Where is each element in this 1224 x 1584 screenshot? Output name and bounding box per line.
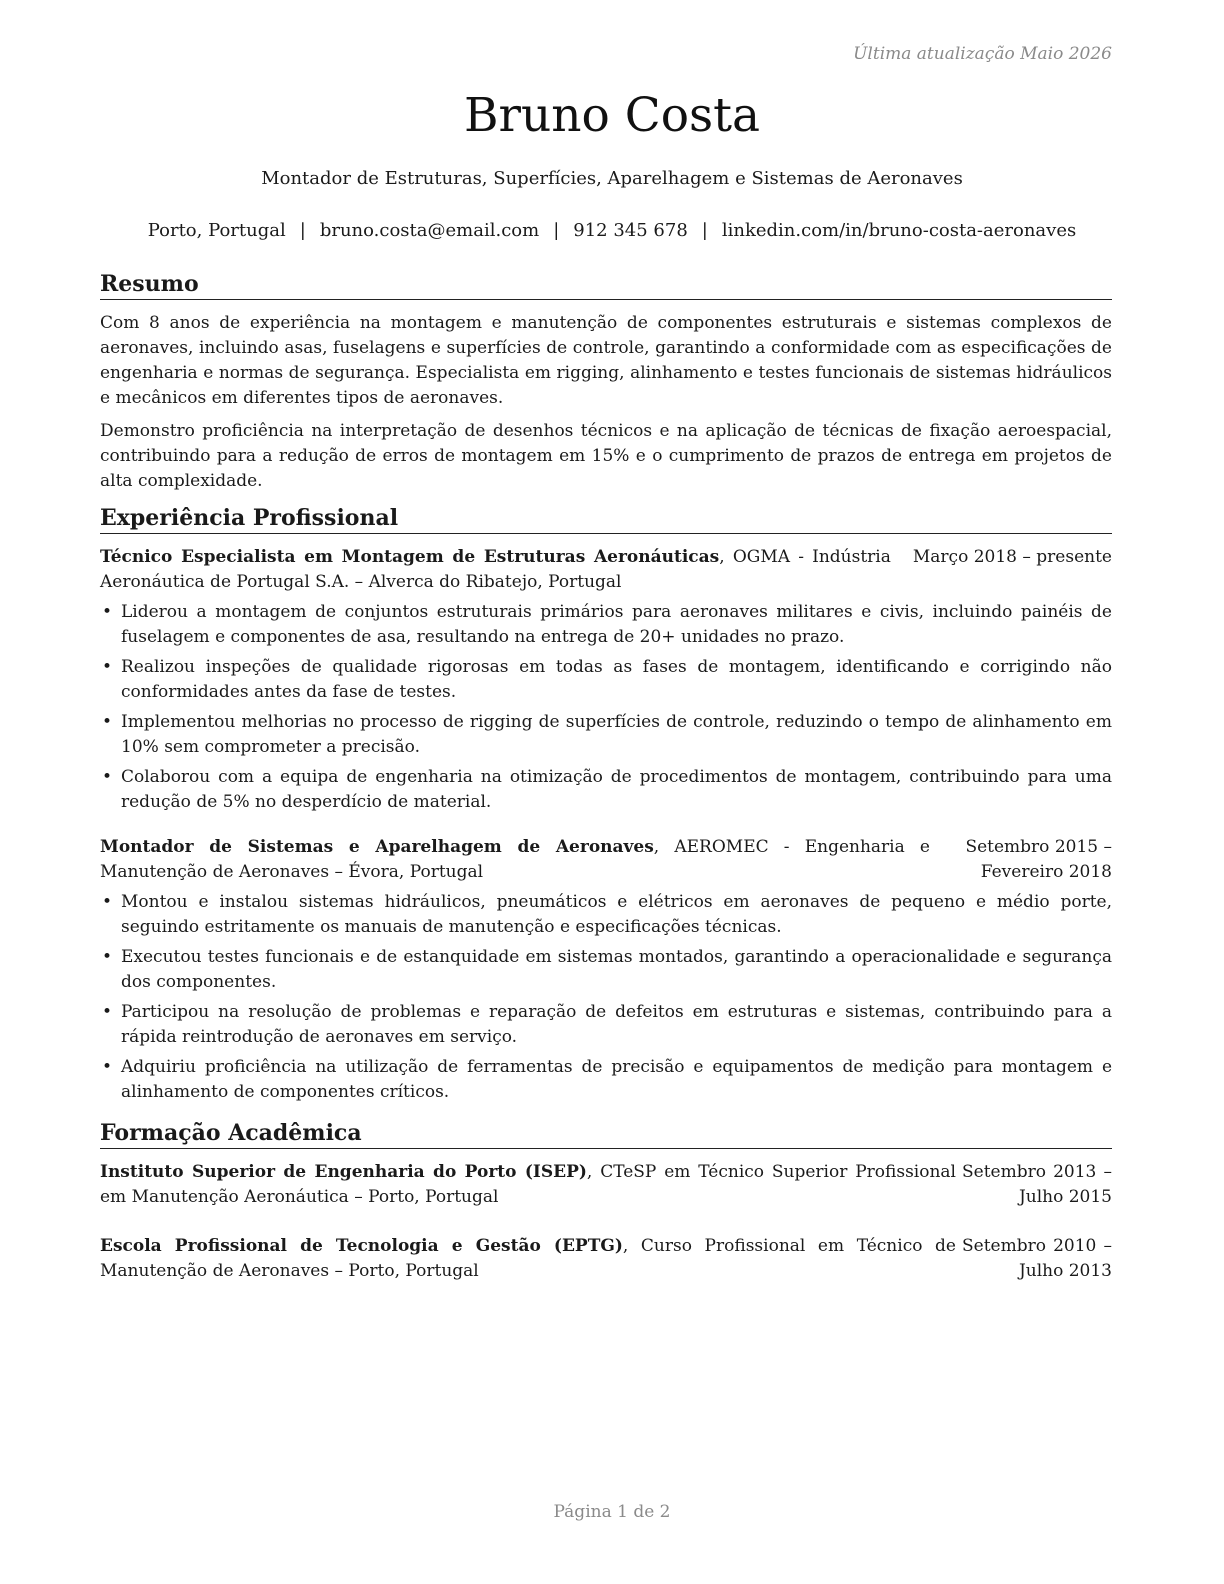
contact-separator: | (701, 220, 708, 241)
education-header (100, 1160, 1112, 1210)
job-dates: Março 2018 – presente (912, 547, 1112, 567)
list-item: • Participou na resolução de problemas e reparação de defeitos em estruturas e sistemas, contribuindo para a rápida reintrodução de aeronaves em serviço. (100, 1000, 1112, 1050)
education-institution: Instituto Superior de Engenharia do Porto (ISEP) (100, 1162, 587, 1182)
job-header (100, 545, 1112, 595)
summary-heading: Resumo (100, 270, 1112, 300)
contact-location: Porto, Portugal (147, 220, 286, 241)
list-item: • Realizou inspeções de qualidade rigorosas em todas as fases de montagem, identificando e corrigindo não conformidades antes da fase de testes. (100, 655, 1112, 705)
page-number: Página 1 de 2 (553, 1502, 671, 1522)
education-institution: Escola Profissional de Tecnologia e Gestão (EPTG) (100, 1236, 623, 1256)
job-bullets (100, 600, 1112, 815)
list-item: • Liderou a montagem de conjuntos estruturais primários para aeronaves militares e civis, incluindo painéis de fuselagem e componentes de asa, resultando na entrega de 20+ unidades no prazo. (100, 600, 1112, 650)
list-item: • Montou e instalou sistemas hidráulicos, pneumáticos e elétricos em aeronaves de pequeno e médio porte, seguindo estritamente os manuais de manutenção e especificações técnicas. (100, 890, 1112, 940)
list-item: • Implementou melhorias no processo de rigging de superfícies de controle, reduzindo o tempo de alinhamento em 10% sem comprometer a precisão. (100, 710, 1112, 760)
job-company: , OGMA - Indústria Aeronáutica de Portugal S.A. – Alverca do Ribatejo, Portugal (100, 547, 891, 592)
contact-email[interactable]: bruno.costa@email.com (319, 220, 540, 241)
last-updated: Última atualização Maio 2026 (853, 44, 1112, 64)
job-role: Técnico Especialista em Montagem de Estruturas Aeronáuticas (100, 547, 720, 567)
contact-separator: | (299, 220, 306, 241)
job-header (100, 835, 1112, 885)
contact-line (0, 220, 1224, 241)
job-title-line (100, 835, 936, 885)
job-role: Montador de Sistemas e Aparelhagem de Aeronaves (100, 837, 654, 857)
job-bullets (100, 890, 1112, 1105)
job-dates: Setembro 2015 – Fevereiro 2018 (965, 837, 1112, 882)
education-detail: , Curso Profissional em Técnico de Manutenção de Aeronaves – Porto, Portugal (100, 1236, 956, 1281)
experience-section (100, 504, 1112, 1105)
candidate-name: Bruno Costa (463, 88, 761, 143)
education-detail: , CTeSP em Técnico Superior Profissional em Manutenção Aeronáutica – Porto, Portugal (100, 1162, 956, 1207)
candidate-title: Montador de Estruturas, Superfícies, Aparelhagem e Sistemas de Aeronaves (261, 168, 963, 189)
summary-paragraph: Com 8 anos de experiência na montagem e manutenção de componentes estruturais e sistemas complexos de aeronaves, incluindo asas, fuselagens e superfícies de controle, garantindo a conformidade com as especificações de engenharia e normas de segurança. Especialista em rigging, alinhamento e testes funcionais de sistemas hidráulicos e mecânicos em diferentes tipos de aeronaves. (100, 313, 1112, 408)
list-item: • Adquiriu proficiência na utilização de ferramentas de precisão e equipamentos de medição para montagem e alinhamento de componentes críticos. (100, 1055, 1112, 1105)
education-dates: Setembro 2010 – Julho 2013 (962, 1236, 1112, 1281)
education-title-line (100, 1160, 962, 1210)
list-item: • Colaborou com a equipa de engenharia na otimização de procedimentos de montagem, contribuindo para uma redução de 5% no desperdício de material. (100, 765, 1112, 815)
contact-phone: 912 345 678 (573, 220, 688, 241)
job-entry (100, 835, 1112, 1105)
list-item: • Executou testes funcionais e de estanquidade em sistemas montados, garantindo a operacionalidade e segurança dos componentes. (100, 945, 1112, 995)
job-company: , AEROMEC - Engenharia e Manutenção de Aeronaves – Évora, Portugal (100, 837, 930, 882)
education-header (100, 1234, 1112, 1284)
education-dates: Setembro 2013 – Julho 2015 (962, 1162, 1112, 1207)
education-heading: Formação Acadêmica (100, 1119, 1112, 1149)
resume-content (100, 270, 1112, 1298)
summary-section (100, 270, 1112, 494)
education-title-line (100, 1234, 962, 1284)
education-entry (100, 1234, 1112, 1284)
education-section (100, 1119, 1112, 1284)
job-entry (100, 545, 1112, 815)
contact-linkedin[interactable]: linkedin.com/in/bruno-costa-aeronaves (721, 220, 1077, 241)
experience-heading: Experiência Profissional (100, 504, 1112, 534)
job-title-line (100, 545, 913, 595)
contact-separator: | (553, 220, 560, 241)
education-entry (100, 1160, 1112, 1210)
summary-paragraph: Demonstro proficiência na interpretação de desenhos técnicos e na aplicação de técnicas de fixação aeroespacial, contribuindo para a redução de erros de montagem em 15% e o cumprimento de prazos de entrega em projetos de alta complexidade. (100, 421, 1112, 491)
